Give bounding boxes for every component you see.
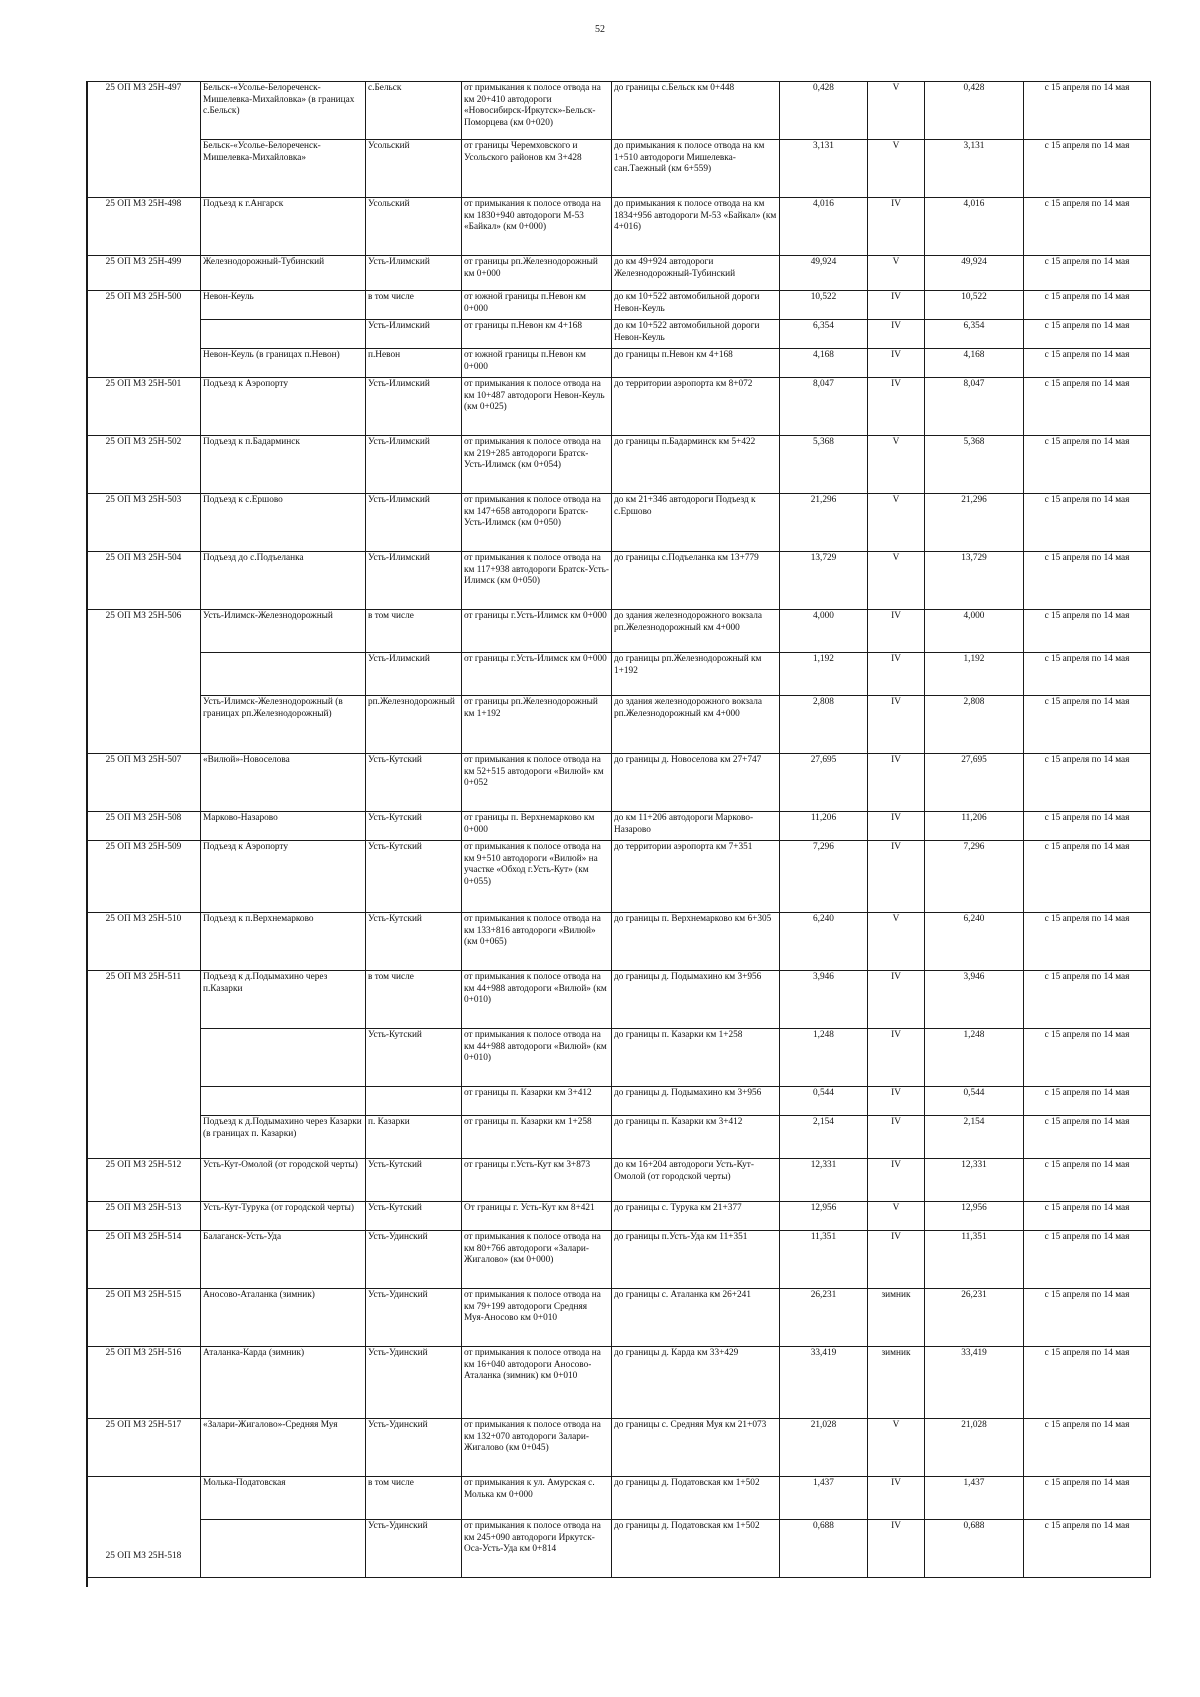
cell-name: Усть-Илимск-Железнодорожный (в границах рп.Железнодорожный)	[201, 696, 366, 754]
cell-to: до границы с. Турука км 21+377	[612, 1202, 780, 1231]
cell-from: от примыкания к полосе отвода на км 10+487 автодороги Невон-Кеуль (км 0+025)	[462, 378, 612, 436]
cell-length: 13,729	[780, 552, 868, 610]
cell-to: до границы п.Невон км 4+168	[612, 349, 780, 378]
cell-length: 21,296	[780, 494, 868, 552]
cell-district: Усть-Кутский	[366, 913, 462, 971]
cell-name	[201, 1029, 366, 1087]
cell-category: IV	[868, 349, 925, 378]
cell-category: V	[868, 436, 925, 494]
cell-to: до границы с.Подъеланка км 13+779	[612, 552, 780, 610]
cell-restricted-length: 3,946	[925, 971, 1024, 1029]
cell-period: с 15 апреля по 14 мая	[1024, 913, 1151, 971]
table-row	[87, 1289, 1151, 1347]
cell-name	[201, 320, 366, 349]
cell-district: Усть-Илимский	[366, 552, 462, 610]
table-row	[87, 1520, 1151, 1578]
cell-name: Подъезд к п.Бадарминск	[201, 436, 366, 494]
cell-restricted-length: 4,168	[925, 349, 1024, 378]
table-row	[87, 1116, 1151, 1159]
cell-name: «Вилюй»-Новоселова	[201, 754, 366, 812]
cell-period: с 15 апреля по 14 мая	[1024, 140, 1151, 198]
cell-category: IV	[868, 610, 925, 653]
cell-from: от границы г.Усть-Илимск км 0+000	[462, 653, 612, 696]
cell-name: Подъезд к д.Подымахино через п.Казарки	[201, 971, 366, 1029]
cell-restricted-length: 10,522	[925, 291, 1024, 320]
cell-length: 2,808	[780, 696, 868, 754]
cell-to: до км 21+346 автодороги Подъезд к с.Ершово	[612, 494, 780, 552]
cell-restricted-length: 12,331	[925, 1159, 1024, 1202]
cell-restricted-length: 6,240	[925, 913, 1024, 971]
cell-road-code: 25 ОП МЗ 25Н-499	[87, 256, 201, 291]
cell-name: Марково-Назарово	[201, 812, 366, 841]
table-row	[87, 653, 1151, 696]
cell-from: от примыкания к полосе отвода на км 44+988 автодороги «Вилюй» (км 0+010)	[462, 971, 612, 1029]
cell-period: с 15 апреля по 14 мая	[1024, 1231, 1151, 1289]
cell-district: Усть-Удинский	[366, 1347, 462, 1419]
cell-restricted-length: 11,206	[925, 812, 1024, 841]
cell-name: Молька-Податовская	[201, 1477, 366, 1520]
cell-district: п. Казарки	[366, 1116, 462, 1159]
cell-length: 21,028	[780, 1419, 868, 1477]
cell-to: до территории аэропорта км 7+351	[612, 841, 780, 913]
cell-period: с 15 апреля по 14 мая	[1024, 436, 1151, 494]
cell-from: от примыкания к полосе отвода на км 132+070 автодороги Залари-Жигалово (км 0+045)	[462, 1419, 612, 1477]
cell-period: с 15 апреля по 14 мая	[1024, 1477, 1151, 1520]
cell-from: от примыкания к полосе отвода на км 52+515 автодороги «Вилюй» км 0+052	[462, 754, 612, 812]
cell-category: IV	[868, 841, 925, 913]
table-row	[87, 1087, 1151, 1116]
cell-name: Подъезд к п.Верхнемарково	[201, 913, 366, 971]
table-row	[87, 320, 1151, 349]
cell-to: до км 11+206 автодороги Марково-Назарово	[612, 812, 780, 841]
cell-category: V	[868, 1419, 925, 1477]
cell-period: с 15 апреля по 14 мая	[1024, 82, 1151, 140]
cell-restricted-length: 0,688	[925, 1520, 1024, 1578]
cell-period: с 15 апреля по 14 мая	[1024, 696, 1151, 754]
cell-length: 12,956	[780, 1202, 868, 1231]
cell-name: Усть-Кут-Турука (от городской черты)	[201, 1202, 366, 1231]
cell-restricted-length: 5,368	[925, 436, 1024, 494]
cell-restricted-length: 1,248	[925, 1029, 1024, 1087]
cell-restricted-length: 1,437	[925, 1477, 1024, 1520]
cell-district: в том числе	[366, 291, 462, 320]
cell-district: Усть-Илимский	[366, 436, 462, 494]
cell-restricted-length: 26,231	[925, 1289, 1024, 1347]
cell-district: Усольский	[366, 140, 462, 198]
cell-district: Усть-Илимский	[366, 653, 462, 696]
table-row	[87, 198, 1151, 256]
cell-district: в том числе	[366, 1477, 462, 1520]
cell-restricted-length: 8,047	[925, 378, 1024, 436]
cell-district: с.Бельск	[366, 82, 462, 140]
cell-from: от южной границы п.Невон км 0+000	[462, 349, 612, 378]
cell-name: Бельск-«Усолье-Белореченск-Мишелевка-Михайловка»	[201, 140, 366, 198]
cell-to: до границы п.Бадарминск км 5+422	[612, 436, 780, 494]
cell-from: от примыкания к полосе отвода на км 20+410 автодороги «Новосибирск-Иркутск»-Бельск-Поморцева (км 0+020)	[462, 82, 612, 140]
cell-name: Подъезд к Аэропорту	[201, 841, 366, 913]
cell-district: Усть-Кутский	[366, 1029, 462, 1087]
cell-length: 1,248	[780, 1029, 868, 1087]
cell-district: Усть-Удинский	[366, 1289, 462, 1347]
cell-length: 4,168	[780, 349, 868, 378]
cell-period: с 15 апреля по 14 мая	[1024, 1159, 1151, 1202]
cell-category: IV	[868, 198, 925, 256]
cell-to: до границы д. Новоселова км 27+747	[612, 754, 780, 812]
cell-to: до здания железнодорожного вокзала рп.Железнодорожный км 4+000	[612, 696, 780, 754]
cell-from: от примыкания к полосе отвода на км 16+040 автодороги Аносово-Аталанка (зимник) км 0+010	[462, 1347, 612, 1419]
cell-length: 7,296	[780, 841, 868, 913]
cell-restricted-length: 49,924	[925, 256, 1024, 291]
cell-period: с 15 апреля по 14 мая	[1024, 1419, 1151, 1477]
cell-category: IV	[868, 754, 925, 812]
cell-district: Усть-Удинский	[366, 1231, 462, 1289]
cell-period: с 15 апреля по 14 мая	[1024, 494, 1151, 552]
cell-period: с 15 апреля по 14 мая	[1024, 754, 1151, 812]
cell-name	[201, 1087, 366, 1116]
cell-from: от границы п. Казарки км 3+412	[462, 1087, 612, 1116]
cell-from: от южной границы п.Невон км 0+000	[462, 291, 612, 320]
table-body	[87, 82, 1151, 1578]
cell-period: с 15 апреля по 14 мая	[1024, 378, 1151, 436]
cell-district	[366, 1087, 462, 1116]
cell-to: до границы д. Подымахино км 3+956	[612, 971, 780, 1029]
cell-name: Балаганск-Усть-Уда	[201, 1231, 366, 1289]
table-row	[87, 140, 1151, 198]
cell-district: Усольский	[366, 198, 462, 256]
cell-road-code: 25 ОП МЗ 25Н-503	[87, 494, 201, 552]
cell-to: до границы п. Верхнемарково км 6+305	[612, 913, 780, 971]
table-row	[87, 1347, 1151, 1419]
cell-to: до границы с. Аталанка км 26+241	[612, 1289, 780, 1347]
cell-period: с 15 апреля по 14 мая	[1024, 1029, 1151, 1087]
cell-to: до границы п.Усть-Уда км 11+351	[612, 1231, 780, 1289]
cell-period: с 15 апреля по 14 мая	[1024, 256, 1151, 291]
cell-name: Подъезд к г.Ангарск	[201, 198, 366, 256]
table-row	[87, 82, 1151, 140]
cell-from: от примыкания к полосе отвода на км 1830+940 автодороги М-53 «Байкал» (км 0+000)	[462, 198, 612, 256]
cell-to: до примыкания к полосе отвода на км 1+510 автодороги Мишелевка-сан.Таежный (км 6+559)	[612, 140, 780, 198]
cell-road-code: 25 ОП МЗ 25Н-504	[87, 552, 201, 610]
cell-to: до территории аэропорта км 8+072	[612, 378, 780, 436]
cell-road-code: 25 ОП МЗ 25Н-500	[87, 291, 201, 378]
cell-restricted-length: 21,296	[925, 494, 1024, 552]
table-row	[87, 494, 1151, 552]
cell-road-code: 25 ОП МЗ 25Н-511	[87, 971, 201, 1159]
cell-district: Усть-Кутский	[366, 754, 462, 812]
cell-from: От границы г. Усть-Кут км 8+421	[462, 1202, 612, 1231]
cell-road-code: 25 ОП МЗ 25Н-517	[87, 1419, 201, 1477]
cell-road-code: 25 ОП МЗ 25Н-508	[87, 812, 201, 841]
cell-length: 10,522	[780, 291, 868, 320]
cell-district: Усть-Кутский	[366, 812, 462, 841]
cell-restricted-length: 11,351	[925, 1231, 1024, 1289]
cell-length: 4,016	[780, 198, 868, 256]
cell-length: 1,437	[780, 1477, 868, 1520]
cell-length: 11,206	[780, 812, 868, 841]
cell-category: IV	[868, 1520, 925, 1578]
cell-road-code: 25 ОП МЗ 25Н-507	[87, 754, 201, 812]
cell-name: Железнодорожный-Тубинский	[201, 256, 366, 291]
cell-category: IV	[868, 653, 925, 696]
table-row	[87, 552, 1151, 610]
cell-from: от примыкания к полосе отвода на км 80+766 автодороги «Залари-Жигалово» (км 0+000)	[462, 1231, 612, 1289]
cell-category: IV	[868, 1159, 925, 1202]
cell-name: Аносово-Аталанка (зимник)	[201, 1289, 366, 1347]
cell-name: «Залари-Жигалово»-Средняя Муя	[201, 1419, 366, 1477]
cell-to: до границы д. Карда км 33+429	[612, 1347, 780, 1419]
cell-to: до км 10+522 автомобильной дороги Невон-Кеуль	[612, 291, 780, 320]
table-row	[87, 1231, 1151, 1289]
cell-from: от границы г.Усть-Илимск км 0+000	[462, 610, 612, 653]
table-row	[87, 754, 1151, 812]
cell-district: Усть-Кутский	[366, 841, 462, 913]
cell-length: 1,192	[780, 653, 868, 696]
cell-length: 0,544	[780, 1087, 868, 1116]
cell-length: 12,331	[780, 1159, 868, 1202]
cell-restricted-length: 6,354	[925, 320, 1024, 349]
cell-to: до границы рп.Железнодорожный км 1+192	[612, 653, 780, 696]
cell-period: с 15 апреля по 14 мая	[1024, 841, 1151, 913]
cell-restricted-length: 33,419	[925, 1347, 1024, 1419]
cell-road-code: 25 ОП МЗ 25Н-506	[87, 610, 201, 754]
cell-category: IV	[868, 1087, 925, 1116]
cell-length: 11,351	[780, 1231, 868, 1289]
cell-category: V	[868, 82, 925, 140]
cell-name: Усть-Кут-Омолой (от городской черты)	[201, 1159, 366, 1202]
cell-name	[201, 653, 366, 696]
cell-restricted-length: 2,154	[925, 1116, 1024, 1159]
table-row	[87, 610, 1151, 653]
cell-from: от примыкания к полосе отвода на км 147+658 автодороги Братск-Усть-Илимск (км 0+050)	[462, 494, 612, 552]
cell-road-code: 25 ОП МЗ 25Н-510	[87, 913, 201, 971]
cell-period: с 15 апреля по 14 мая	[1024, 812, 1151, 841]
cell-length: 8,047	[780, 378, 868, 436]
table-row	[87, 291, 1151, 320]
cell-name: Подъезд к с.Ершово	[201, 494, 366, 552]
cell-from: от примыкания к полосе отвода на км 219+285 автодороги Братск-Усть-Илимск (км 0+054)	[462, 436, 612, 494]
cell-restricted-length: 2,808	[925, 696, 1024, 754]
cell-to: до границы д. Податовская км 1+502	[612, 1477, 780, 1520]
cell-from: от границы рп.Железнодорожный км 1+192	[462, 696, 612, 754]
cell-period: с 15 апреля по 14 мая	[1024, 610, 1151, 653]
cell-restricted-length: 4,000	[925, 610, 1024, 653]
cell-from: от границы п.Невон км 4+168	[462, 320, 612, 349]
cell-from: от границы рп.Железнодорожный км 0+000	[462, 256, 612, 291]
cell-from: от границы Черемховского и Усольского районов км 3+428	[462, 140, 612, 198]
cell-to: до км 10+522 автомобильной дороги Невон-Кеуль	[612, 320, 780, 349]
cell-road-code: 25 ОП МЗ 25Н-518	[87, 1477, 201, 1578]
cell-road-code: 25 ОП МЗ 25Н-512	[87, 1159, 201, 1202]
cell-category: IV	[868, 1029, 925, 1087]
cell-length: 6,354	[780, 320, 868, 349]
roads-table	[86, 81, 1151, 1578]
cell-category: IV	[868, 291, 925, 320]
cell-name: Подъезд к д.Подымахино через Казарки (в границах п. Казарки)	[201, 1116, 366, 1159]
cell-to: до границы п. Казарки км 3+412	[612, 1116, 780, 1159]
page-number: 52	[595, 24, 605, 35]
cell-to: до здания железнодорожного вокзала рп.Железнодорожный км 4+000	[612, 610, 780, 653]
cell-category: IV	[868, 1477, 925, 1520]
cell-period: с 15 апреля по 14 мая	[1024, 1347, 1151, 1419]
cell-name: Невон-Кеуль (в границах п.Невон)	[201, 349, 366, 378]
cell-category: IV	[868, 971, 925, 1029]
cell-period: с 15 апреля по 14 мая	[1024, 1202, 1151, 1231]
cell-district: в том числе	[366, 610, 462, 653]
cell-category: IV	[868, 1116, 925, 1159]
cell-period: с 15 апреля по 14 мая	[1024, 653, 1151, 696]
cell-name: Усть-Илимск-Железнодорожный	[201, 610, 366, 653]
cell-from: от границы п. Казарки км 1+258	[462, 1116, 612, 1159]
cell-category: IV	[868, 812, 925, 841]
table-row	[87, 1029, 1151, 1087]
cell-period: с 15 апреля по 14 мая	[1024, 291, 1151, 320]
table-row	[87, 1159, 1151, 1202]
cell-to: до границы д. Податовская км 1+502	[612, 1520, 780, 1578]
cell-district: Усть-Удинский	[366, 1520, 462, 1578]
cell-from: от примыкания к ул. Амурская с. Молька км 0+000	[462, 1477, 612, 1520]
cell-name: Аталанка-Карда (зимник)	[201, 1347, 366, 1419]
cell-category: IV	[868, 320, 925, 349]
cell-category: V	[868, 1202, 925, 1231]
cell-length: 33,419	[780, 1347, 868, 1419]
cell-length: 2,154	[780, 1116, 868, 1159]
cell-district: п.Невон	[366, 349, 462, 378]
cell-length: 6,240	[780, 913, 868, 971]
table-row	[87, 696, 1151, 754]
cell-road-code: 25 ОП МЗ 25Н-516	[87, 1347, 201, 1419]
table-row	[87, 841, 1151, 913]
cell-period: с 15 апреля по 14 мая	[1024, 1116, 1151, 1159]
cell-name: Подъезд к Аэропорту	[201, 378, 366, 436]
cell-length: 26,231	[780, 1289, 868, 1347]
cell-period: с 15 апреля по 14 мая	[1024, 1289, 1151, 1347]
cell-period: с 15 апреля по 14 мая	[1024, 552, 1151, 610]
cell-to: до км 16+204 автодороги Усть-Кут-Омолой (от городской черты)	[612, 1159, 780, 1202]
cell-road-code: 25 ОП МЗ 25Н-514	[87, 1231, 201, 1289]
cell-category: IV	[868, 696, 925, 754]
cell-to: до границы д. Подымахино км 3+956	[612, 1087, 780, 1116]
cell-restricted-length: 13,729	[925, 552, 1024, 610]
cell-category: V	[868, 140, 925, 198]
table-row	[87, 913, 1151, 971]
cell-road-code: 25 ОП МЗ 25Н-509	[87, 841, 201, 913]
cell-road-code: 25 ОП МЗ 25Н-501	[87, 378, 201, 436]
cell-from: от примыкания к полосе отвода на км 117+938 автодороги Братск-Усть-Илимск (км 0+050)	[462, 552, 612, 610]
cell-period: с 15 апреля по 14 мая	[1024, 349, 1151, 378]
cell-from: от примыкания к полосе отвода на км 133+816 автодороги «Вилюй» (км 0+065)	[462, 913, 612, 971]
cell-district: в том числе	[366, 971, 462, 1029]
table-row	[87, 378, 1151, 436]
cell-category: V	[868, 913, 925, 971]
cell-name	[201, 1520, 366, 1578]
cell-length: 3,131	[780, 140, 868, 198]
cell-name: Бельск-«Усолье-Белореченск-Мишелевка-Михайловка» (в границах с.Бельск)	[201, 82, 366, 140]
cell-restricted-length: 7,296	[925, 841, 1024, 913]
cell-name: Подъезд до с.Подъеланка	[201, 552, 366, 610]
cell-road-code: 25 ОП МЗ 25Н-497	[87, 82, 201, 198]
cell-period: с 15 апреля по 14 мая	[1024, 198, 1151, 256]
cell-to: до км 49+924 автодороги Железнодорожный-Тубинский	[612, 256, 780, 291]
cell-length: 4,000	[780, 610, 868, 653]
cell-district: Усть-Илимский	[366, 378, 462, 436]
cell-to: до границы с.Бельск км 0+448	[612, 82, 780, 140]
cell-from: от примыкания к полосе отвода на км 79+199 автодороги Средняя Муя-Аносово км 0+010	[462, 1289, 612, 1347]
cell-restricted-length: 12,956	[925, 1202, 1024, 1231]
cell-category: IV	[868, 378, 925, 436]
cell-from: от границы г.Усть-Кут км 3+873	[462, 1159, 612, 1202]
cell-restricted-length: 3,131	[925, 140, 1024, 198]
cell-length: 5,368	[780, 436, 868, 494]
table-row	[87, 1477, 1151, 1520]
cell-period: с 15 апреля по 14 мая	[1024, 971, 1151, 1029]
cell-length: 27,695	[780, 754, 868, 812]
cell-restricted-length: 27,695	[925, 754, 1024, 812]
cell-from: от границы п. Верхнемарково км 0+000	[462, 812, 612, 841]
table-row	[87, 256, 1151, 291]
cell-category: зимник	[868, 1289, 925, 1347]
cell-district: Усть-Кутский	[366, 1159, 462, 1202]
cell-length: 49,924	[780, 256, 868, 291]
cell-period: с 15 апреля по 14 мая	[1024, 320, 1151, 349]
cell-from: от примыкания к полосе отвода на км 9+510 автодороги «Вилюй» на участке «Обход г.Усть-Кут» (км 0+055)	[462, 841, 612, 913]
cell-restricted-length: 21,028	[925, 1419, 1024, 1477]
cell-name: Невон-Кеуль	[201, 291, 366, 320]
table-row	[87, 971, 1151, 1029]
cell-road-code: 25 ОП МЗ 25Н-502	[87, 436, 201, 494]
cell-from: от примыкания к полосе отвода на км 245+090 автодороги Иркутск-Оса-Усть-Уда км 0+814	[462, 1520, 612, 1578]
table-row	[87, 349, 1151, 378]
cell-period: с 15 апреля по 14 мая	[1024, 1520, 1151, 1578]
cell-category: IV	[868, 1231, 925, 1289]
cell-restricted-length: 0,544	[925, 1087, 1024, 1116]
cell-road-code: 25 ОП МЗ 25Н-515	[87, 1289, 201, 1347]
cell-to: до границы п. Казарки км 1+258	[612, 1029, 780, 1087]
cell-length: 0,428	[780, 82, 868, 140]
cell-road-code: 25 ОП МЗ 25Н-498	[87, 198, 201, 256]
cell-district: Усть-Илимский	[366, 256, 462, 291]
cell-restricted-length: 4,016	[925, 198, 1024, 256]
cell-restricted-length: 0,428	[925, 82, 1024, 140]
table-row	[87, 436, 1151, 494]
cell-length: 3,946	[780, 971, 868, 1029]
cell-district: Усть-Илимский	[366, 494, 462, 552]
cell-restricted-length: 1,192	[925, 653, 1024, 696]
cell-category: V	[868, 494, 925, 552]
cell-category: зимник	[868, 1347, 925, 1419]
cell-period: с 15 апреля по 14 мая	[1024, 1087, 1151, 1116]
cell-category: V	[868, 552, 925, 610]
table-row	[87, 1419, 1151, 1477]
cell-to: до примыкания к полосе отвода на км 1834+956 автодороги М-53 «Байкал» (км 4+016)	[612, 198, 780, 256]
cell-road-code: 25 ОП МЗ 25Н-513	[87, 1202, 201, 1231]
cell-district: Усть-Кутский	[366, 1202, 462, 1231]
cell-district: рп.Железнодорожный	[366, 696, 462, 754]
table-row	[87, 1202, 1151, 1231]
cell-district: Усть-Удинский	[366, 1419, 462, 1477]
cell-length: 0,688	[780, 1520, 868, 1578]
cell-to: до границы с. Средняя Муя км 21+073	[612, 1419, 780, 1477]
cell-district: Усть-Илимский	[366, 320, 462, 349]
cell-from: от примыкания к полосе отвода на км 44+988 автодороги «Вилюй» (км 0+010)	[462, 1029, 612, 1087]
cell-category: V	[868, 256, 925, 291]
table-row	[87, 812, 1151, 841]
